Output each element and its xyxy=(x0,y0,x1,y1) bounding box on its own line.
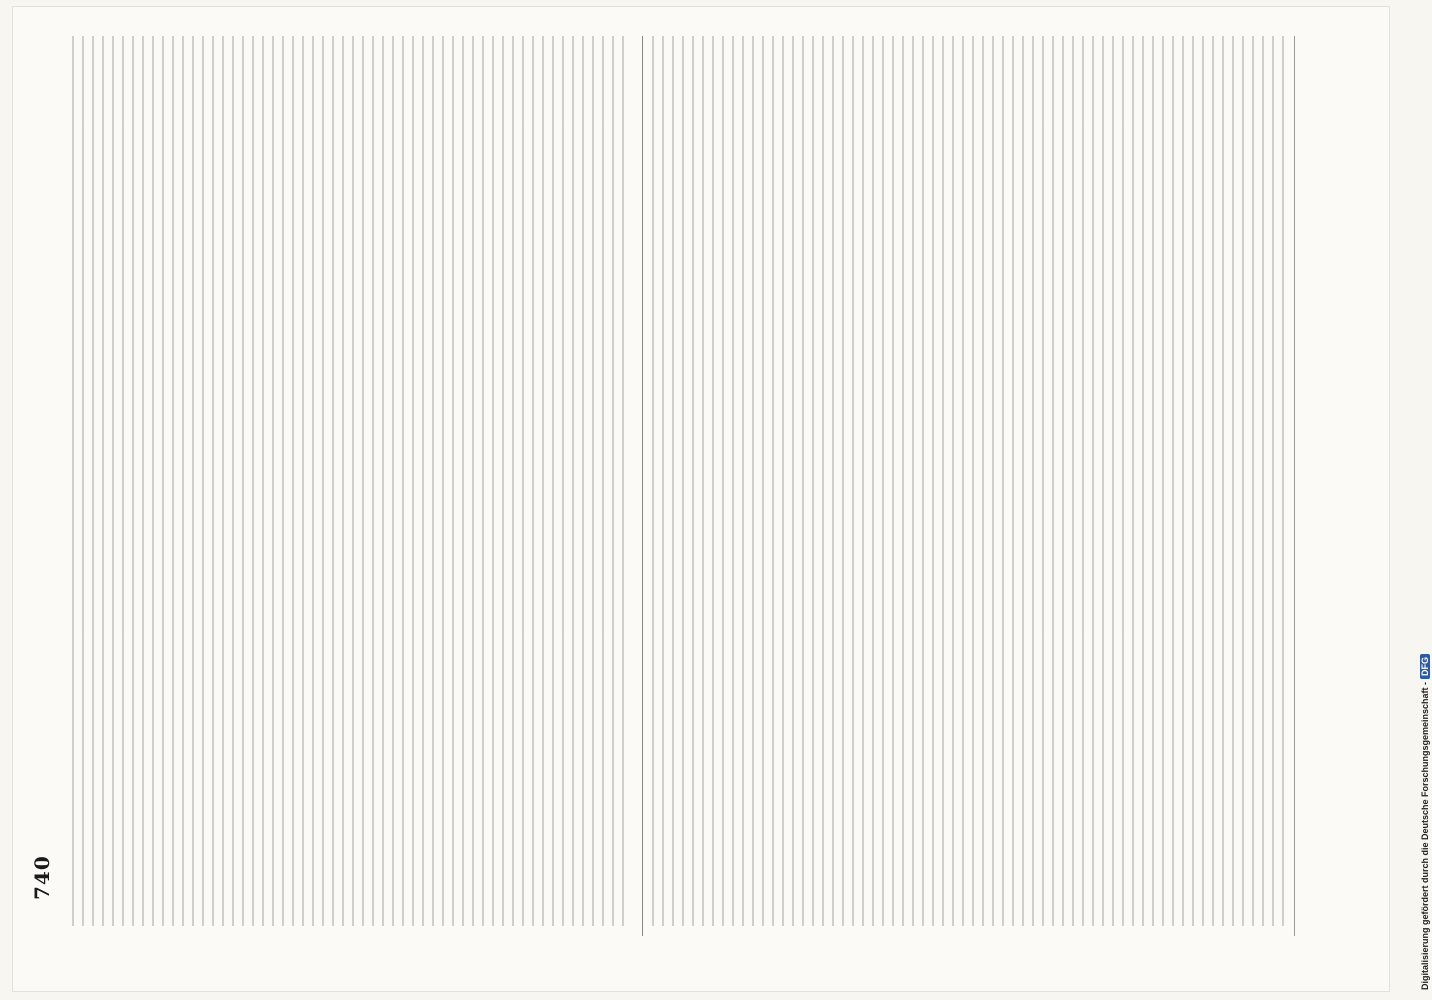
dfg-logo: DFG xyxy=(1420,654,1430,679)
page-number: 740 xyxy=(30,855,54,900)
digitization-credit xyxy=(1420,654,1430,990)
header-rule xyxy=(1294,36,1295,936)
scanned-page xyxy=(12,6,1390,992)
text-column-left xyxy=(72,36,632,926)
column-divider xyxy=(642,36,643,936)
text-column-right xyxy=(652,36,1292,926)
credit-text: Digitalisierung gefördert durch die Deutsche Forschungsgemeinschaft - xyxy=(1420,681,1430,990)
